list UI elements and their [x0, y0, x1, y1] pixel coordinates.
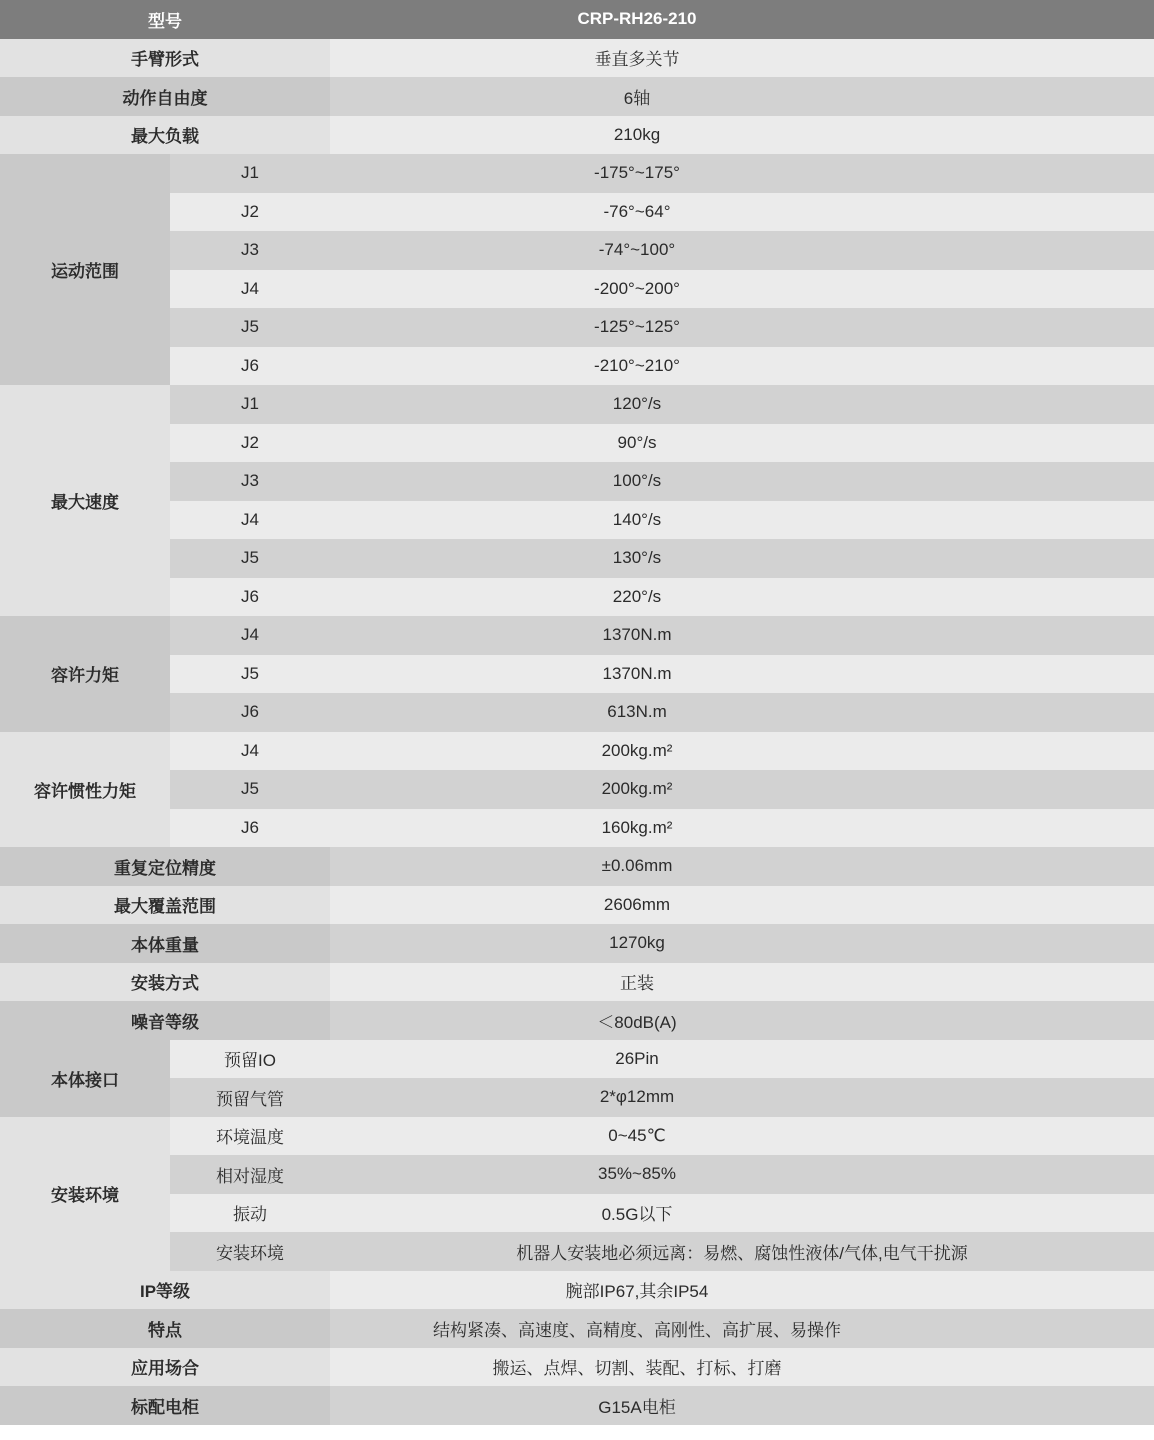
- row-spacer: [944, 1309, 1154, 1348]
- row-sublabel: J6: [170, 578, 330, 617]
- row-spacer: [944, 732, 1154, 771]
- table-row: [0, 347, 1154, 386]
- row-sublabel: J4: [170, 501, 330, 540]
- row-label: 噪音等级: [0, 1001, 330, 1040]
- group-label-body-interface: 本体接口: [0, 1040, 170, 1117]
- row-value: 1370N.m: [330, 655, 944, 694]
- table-row: [0, 116, 1154, 155]
- row-spacer: [944, 655, 1154, 694]
- row-sublabel: J4: [170, 616, 330, 655]
- row-sublabel: J6: [170, 347, 330, 386]
- group-label-motion-range: 运动范围: [0, 154, 170, 385]
- table-row: [0, 1309, 1154, 1348]
- table-row: [0, 616, 1154, 655]
- row-sublabel: J1: [170, 385, 330, 424]
- row-value: 2606mm: [330, 886, 944, 925]
- table-row: [0, 1348, 1154, 1387]
- row-label: 最大负载: [0, 116, 330, 155]
- row-value: -76°~64°: [330, 193, 944, 232]
- table-row: [0, 270, 1154, 309]
- row-sublabel: 相对湿度: [170, 1155, 330, 1194]
- row-spacer: [944, 154, 1154, 193]
- row-spacer: [944, 347, 1154, 386]
- row-value: -125°~125°: [330, 308, 944, 347]
- table-row: [0, 1001, 1154, 1040]
- table-row: [0, 1232, 1154, 1271]
- table-row: [0, 424, 1154, 463]
- row-sublabel: J5: [170, 655, 330, 694]
- row-value: 210kg: [330, 116, 944, 155]
- table-row: [0, 886, 1154, 925]
- group-label-allowable-torque: 容许力矩: [0, 616, 170, 732]
- table-row: [0, 732, 1154, 771]
- row-value: 机器人安装地必须远离：易燃、腐蚀性液体/气体,电气干扰源: [330, 1232, 1154, 1271]
- row-spacer: [944, 924, 1154, 963]
- row-value: 130°/s: [330, 539, 944, 578]
- row-spacer: [944, 193, 1154, 232]
- row-spacer: [944, 1386, 1154, 1425]
- row-value: 结构紧凑、高速度、高精度、高刚性、高扩展、易操作: [330, 1309, 944, 1348]
- row-spacer: [944, 616, 1154, 655]
- row-sublabel: J3: [170, 231, 330, 270]
- row-sublabel: J5: [170, 770, 330, 809]
- row-spacer: [944, 424, 1154, 463]
- row-label: 特点: [0, 1309, 330, 1348]
- row-sublabel: J2: [170, 193, 330, 232]
- table-row: [0, 578, 1154, 617]
- table-row: [0, 693, 1154, 732]
- row-spacer: [944, 77, 1154, 116]
- row-value: 140°/s: [330, 501, 944, 540]
- row-spacer: [944, 1078, 1154, 1117]
- row-value: -200°~200°: [330, 270, 944, 309]
- row-sublabel: J4: [170, 270, 330, 309]
- row-value: 220°/s: [330, 578, 944, 617]
- table-row: [0, 924, 1154, 963]
- row-sublabel: J2: [170, 424, 330, 463]
- row-sublabel: 安装环境: [170, 1232, 330, 1271]
- row-sublabel: J3: [170, 462, 330, 501]
- table-row: [0, 1155, 1154, 1194]
- header-value: CRP-RH26-210: [330, 0, 944, 39]
- row-value: 6轴: [330, 77, 944, 116]
- row-value: 90°/s: [330, 424, 944, 463]
- row-spacer: [944, 462, 1154, 501]
- table-header-row: [0, 0, 1154, 39]
- row-label: 动作自由度: [0, 77, 330, 116]
- row-sublabel: J4: [170, 732, 330, 771]
- row-value: 100°/s: [330, 462, 944, 501]
- table-row: [0, 1271, 1154, 1310]
- table-row: [0, 1040, 1154, 1079]
- row-spacer: [944, 308, 1154, 347]
- row-value: -74°~100°: [330, 231, 944, 270]
- row-value: 1370N.m: [330, 616, 944, 655]
- table-row: [0, 385, 1154, 424]
- table-row: [0, 462, 1154, 501]
- row-sublabel: 环境温度: [170, 1117, 330, 1156]
- row-value: 0~45℃: [330, 1117, 944, 1156]
- row-value: 正装: [330, 963, 944, 1002]
- row-value: -210°~210°: [330, 347, 944, 386]
- row-spacer: [944, 1155, 1154, 1194]
- row-value: 120°/s: [330, 385, 944, 424]
- row-sublabel: J5: [170, 539, 330, 578]
- row-value: 26Pin: [330, 1040, 944, 1079]
- header-spacer: [944, 0, 1154, 39]
- table-row: [0, 193, 1154, 232]
- row-spacer: [944, 847, 1154, 886]
- row-label: 重复定位精度: [0, 847, 330, 886]
- row-label: 本体重量: [0, 924, 330, 963]
- table-row: [0, 539, 1154, 578]
- row-label: 最大覆盖范围: [0, 886, 330, 925]
- table-row: [0, 77, 1154, 116]
- row-spacer: [944, 770, 1154, 809]
- table-row: [0, 655, 1154, 694]
- row-label: 安装方式: [0, 963, 330, 1002]
- table-row: [0, 501, 1154, 540]
- row-value: 200kg.m²: [330, 770, 944, 809]
- row-value: 搬运、点焊、切割、装配、打标、打磨: [330, 1348, 944, 1387]
- table-row: [0, 1078, 1154, 1117]
- row-spacer: [944, 886, 1154, 925]
- row-spacer: [944, 693, 1154, 732]
- row-sublabel: 振动: [170, 1194, 330, 1233]
- row-spacer: [944, 809, 1154, 848]
- row-value: 腕部IP67,其余IP54: [330, 1271, 944, 1310]
- row-value: ±0.06mm: [330, 847, 944, 886]
- row-label: 应用场合: [0, 1348, 330, 1387]
- row-spacer: [944, 578, 1154, 617]
- row-value: ＜80dB(A): [330, 1001, 944, 1040]
- table-row: [0, 1386, 1154, 1425]
- row-sublabel: 预留IO: [170, 1040, 330, 1079]
- row-value: 160kg.m²: [330, 809, 944, 848]
- group-label-allowable-inertia: 容许惯性力矩: [0, 732, 170, 848]
- table-row: [0, 963, 1154, 1002]
- row-label: 标配电柜: [0, 1386, 330, 1425]
- table-row: [0, 154, 1154, 193]
- row-spacer: [944, 1348, 1154, 1387]
- row-value: 0.5G以下: [330, 1194, 944, 1233]
- row-spacer: [944, 1117, 1154, 1156]
- row-value: 1270kg: [330, 924, 944, 963]
- group-label-install-environment: 安装环境: [0, 1117, 170, 1271]
- table-row: [0, 847, 1154, 886]
- row-value: G15A电柜: [330, 1386, 944, 1425]
- table-row: [0, 770, 1154, 809]
- table-row: [0, 39, 1154, 78]
- row-spacer: [944, 539, 1154, 578]
- row-value: 613N.m: [330, 693, 944, 732]
- row-value: 35%~85%: [330, 1155, 944, 1194]
- row-spacer: [944, 1194, 1154, 1233]
- row-spacer: [944, 116, 1154, 155]
- header-label: 型号: [0, 0, 330, 39]
- row-label: 手臂形式: [0, 39, 330, 78]
- row-spacer: [944, 39, 1154, 78]
- row-spacer: [944, 1001, 1154, 1040]
- row-value: 垂直多关节: [330, 39, 944, 78]
- table-row: [0, 1117, 1154, 1156]
- row-value: 2*φ12mm: [330, 1078, 944, 1117]
- row-spacer: [944, 1271, 1154, 1310]
- row-sublabel: J6: [170, 693, 330, 732]
- group-label-max-speed: 最大速度: [0, 385, 170, 616]
- row-spacer: [944, 231, 1154, 270]
- table-row: [0, 308, 1154, 347]
- table-row: [0, 809, 1154, 848]
- row-spacer: [944, 963, 1154, 1002]
- row-spacer: [944, 270, 1154, 309]
- row-value: -175°~175°: [330, 154, 944, 193]
- row-value: 200kg.m²: [330, 732, 944, 771]
- row-sublabel: J6: [170, 809, 330, 848]
- row-spacer: [944, 1040, 1154, 1079]
- row-spacer: [944, 501, 1154, 540]
- row-sublabel: 预留气管: [170, 1078, 330, 1117]
- row-sublabel: J1: [170, 154, 330, 193]
- table-row: [0, 1194, 1154, 1233]
- row-label: IP等级: [0, 1271, 330, 1310]
- row-sublabel: J5: [170, 308, 330, 347]
- row-spacer: [944, 385, 1154, 424]
- table-row: [0, 231, 1154, 270]
